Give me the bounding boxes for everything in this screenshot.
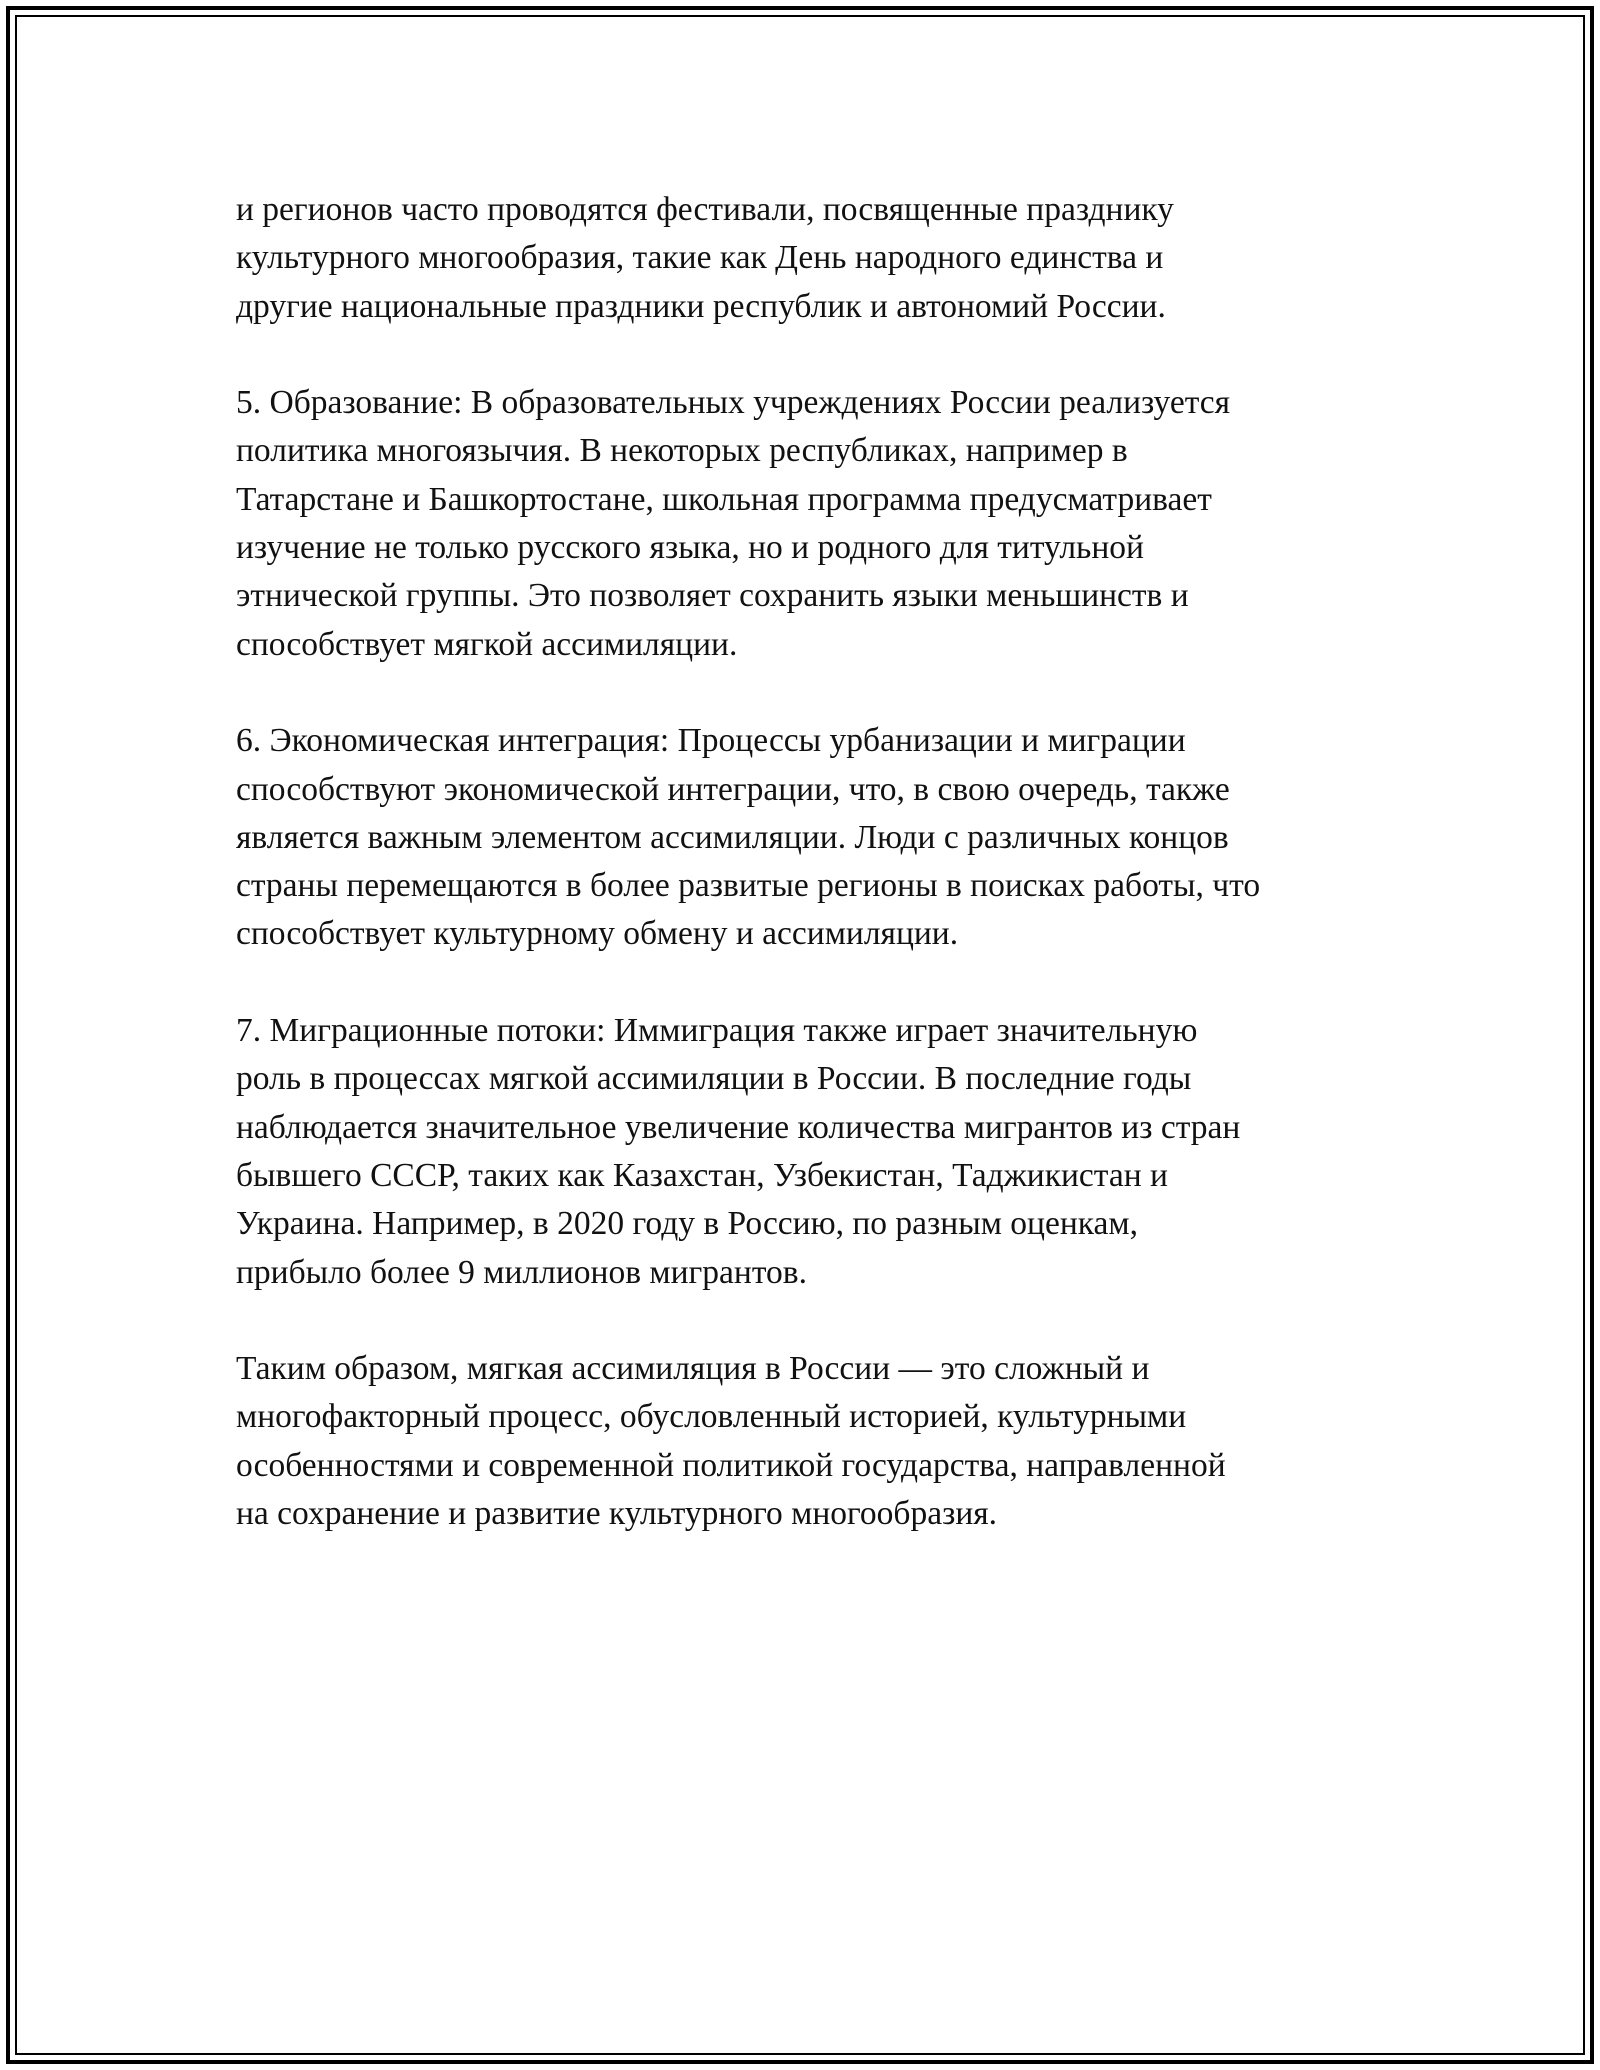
- text-line: способствуют экономической интеграции, что, в свою очередь, также: [236, 770, 1230, 808]
- text-line: политика многоязычия. В некоторых республиках, например в: [236, 432, 1128, 470]
- text-line: наблюдается значительное увеличение количества мигрантов из стран: [236, 1108, 1241, 1146]
- text-line: многофакторный процесс, обусловленный историей, культурными: [236, 1398, 1187, 1436]
- text-line: Татарстане и Башкортостане, школьная программа предусматривает: [236, 480, 1212, 518]
- text-line: прибыло более 9 миллионов мигрантов.: [236, 1253, 807, 1291]
- text-line: другие национальные праздники республик и автономий России.: [236, 287, 1166, 325]
- text-line: страны перемещаются в более развитые регионы в поисках работы, что: [236, 867, 1261, 905]
- text-line: способствует культурному обмену и ассимиляции.: [236, 915, 959, 953]
- text-line: культурного многообразия, такие как День народного единства и: [236, 239, 1164, 277]
- text-line: способствует мягкой ассимиляции.: [236, 625, 738, 663]
- text-line: и регионов часто проводятся фестивали, посвященные празднику: [236, 191, 1174, 228]
- text-line: 6. Экономическая интеграция: Процессы урбанизации и миграции: [236, 722, 1186, 760]
- text-line: 7. Миграционные потоки: Иммиграция также играет значительную: [236, 1012, 1198, 1050]
- text-line: роль в процессах мягкой ассимиляции в России. В последние годы: [236, 1060, 1192, 1098]
- text-line: Таким образом, мягкая ассимиляция в России — это сложный и: [236, 1350, 1150, 1388]
- paragraph-migration-flows: [236, 1007, 1386, 1297]
- paragraph-economic-integration: [236, 717, 1386, 958]
- text-line: бывшего СССР, таких как Казахстан, Узбекистан, Таджикистан и: [236, 1156, 1168, 1194]
- text-line: на сохранение и развитие культурного многообразия.: [236, 1495, 998, 1533]
- text-line: Украина. Например, в 2020 году в Россию, по разным оценкам,: [236, 1205, 1138, 1243]
- document-body: [236, 186, 1386, 1538]
- paragraph-festivals-continuation: [236, 186, 1386, 331]
- text-line: 5. Образование: В образовательных учреждениях России реализуется: [236, 384, 1231, 422]
- text-line: изучение не только русского языка, но и родного для титульной: [236, 529, 1144, 567]
- text-line: этнической группы. Это позволяет сохранить языки меньшинств и: [236, 577, 1189, 615]
- text-line: является важным элементом ассимиляции. Люди с различных концов: [236, 818, 1229, 856]
- paragraph-education: [236, 379, 1386, 669]
- paragraph-conclusion: [236, 1345, 1386, 1538]
- text-line: особенностями и современной политикой государства, направленной: [236, 1446, 1226, 1484]
